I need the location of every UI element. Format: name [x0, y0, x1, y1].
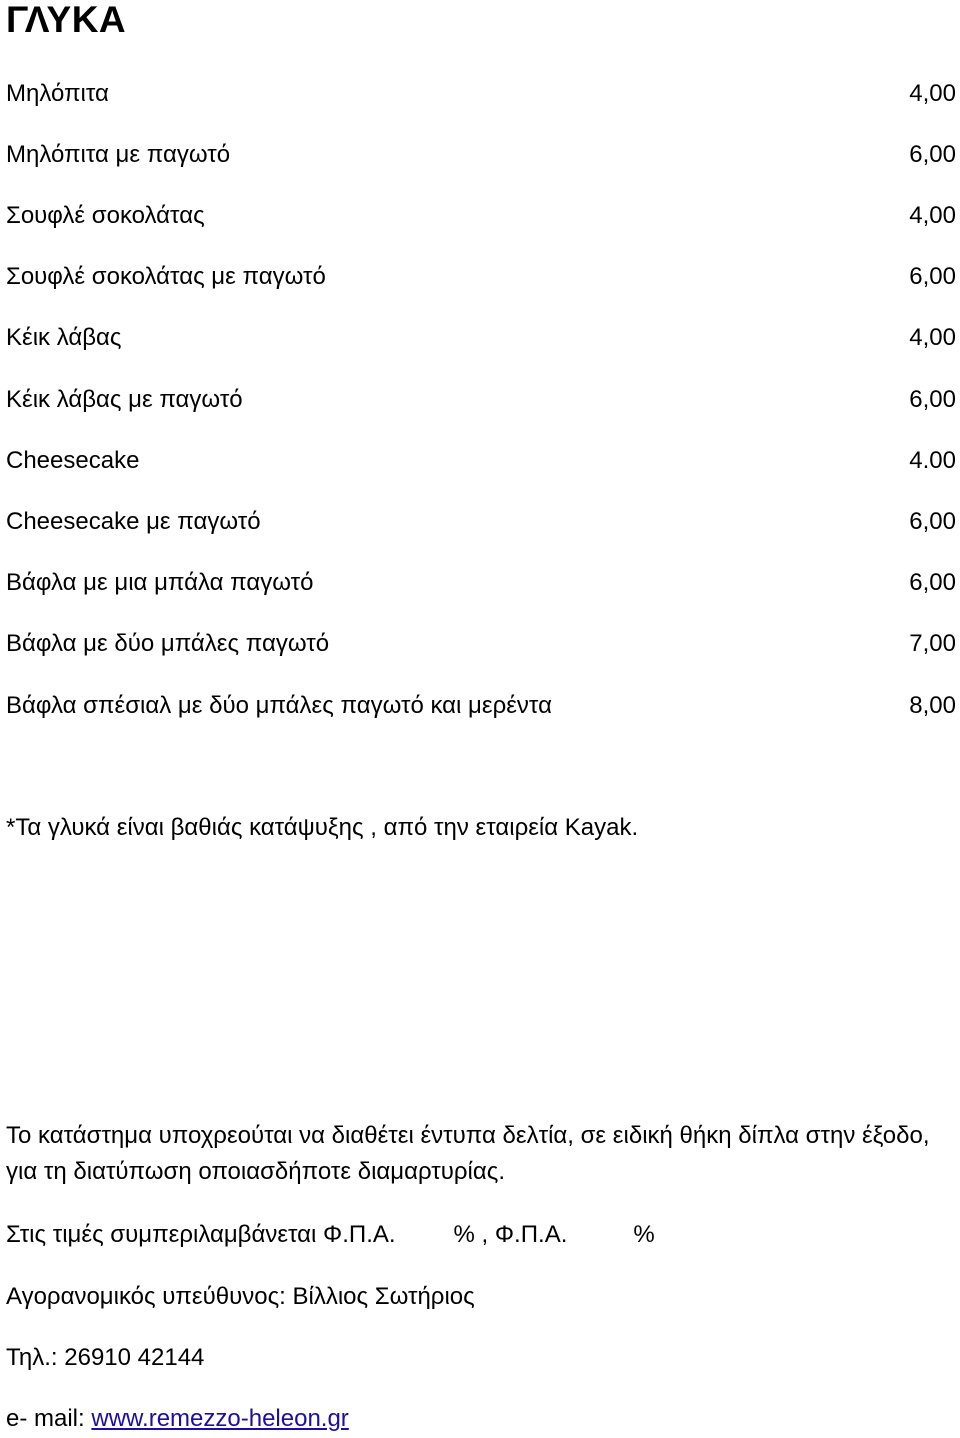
menu-item-price: 6,00 [909, 386, 956, 413]
menu-item-name: Βάφλα σπέσιαλ με δύο μπάλες παγωτό και μερέντα [6, 692, 552, 719]
menu-item [6, 321, 956, 355]
menu-item [6, 444, 956, 478]
menu-item [6, 199, 956, 233]
menu-item-name: Βάφλα με δύο μπάλες παγωτό [6, 630, 330, 657]
menu-item-price: 6,00 [909, 141, 956, 168]
menu-item-name: Μηλόπιτα [6, 80, 109, 107]
menu-item-price: 7,00 [909, 630, 956, 657]
menu-item [6, 77, 956, 111]
menu-item [6, 505, 956, 539]
page-title: ΓΛΥΚΑ [6, 0, 127, 40]
market-officer: Αγορανομικός υπεύθυνος: Βίλλιος Σωτήριος [6, 1283, 475, 1310]
menu-item-name: Κέικ λάβας με παγωτό [6, 386, 243, 413]
website-link[interactable]: www.remezzo-heleon.gr [91, 1405, 349, 1432]
menu-item-name: Σουφλέ σοκολάτας [6, 202, 205, 229]
menu-item-price: 4,00 [909, 80, 956, 107]
menu-item [6, 627, 956, 661]
menu-item-name: Cheesecake με παγωτό [6, 508, 261, 535]
vat-mid: % , Φ.Π.Α. [453, 1221, 568, 1248]
menu-item-price: 6,00 [909, 263, 956, 290]
menu-item-name: Σουφλέ σοκολάτας με παγωτό [6, 263, 326, 290]
menu-item-price: 6,00 [909, 569, 956, 596]
menu-item-price: 6,00 [909, 508, 956, 535]
menu-item-price: 4,00 [909, 324, 956, 351]
vat-notice [6, 1218, 956, 1252]
menu-item [6, 566, 956, 600]
vat-suffix: % [633, 1221, 655, 1248]
email-line [6, 1402, 956, 1436]
menu-item-price: 8,00 [909, 692, 956, 719]
menu-item-name: Cheesecake [6, 447, 140, 474]
menu-item-name: Κέικ λάβας [6, 324, 122, 351]
menu-item-name: Βάφλα με μια μπάλα παγωτό [6, 569, 314, 596]
phone-number: Τηλ.: 26910 42144 [6, 1344, 205, 1371]
email-label: e- mail: [6, 1405, 85, 1432]
menu-item-price: 4,00 [909, 202, 956, 229]
menu-item [6, 138, 956, 172]
complaint-notice: Το κατάστημα υποχρεούται να διαθέτει έντυπα δελτία, σε ειδική θήκη δίπλα στην έξοδο, για τη διατύπωση οποιασδήποτε διαμαρτυρίας. [6, 1122, 930, 1185]
vat-prefix: Στις τιμές συμπεριλαμβάνεται Φ.Π.Α. [6, 1221, 396, 1248]
product-note: *Τα γλυκά είναι βαθιάς κατάψυξης , από την εταιρεία Kayak. [6, 814, 639, 841]
menu-item-price: 4.00 [909, 447, 956, 474]
menu-item-name: Μηλόπιτα με παγωτό [6, 141, 231, 168]
menu-item [6, 260, 956, 294]
menu-item [6, 383, 956, 417]
menu-item [6, 689, 956, 723]
